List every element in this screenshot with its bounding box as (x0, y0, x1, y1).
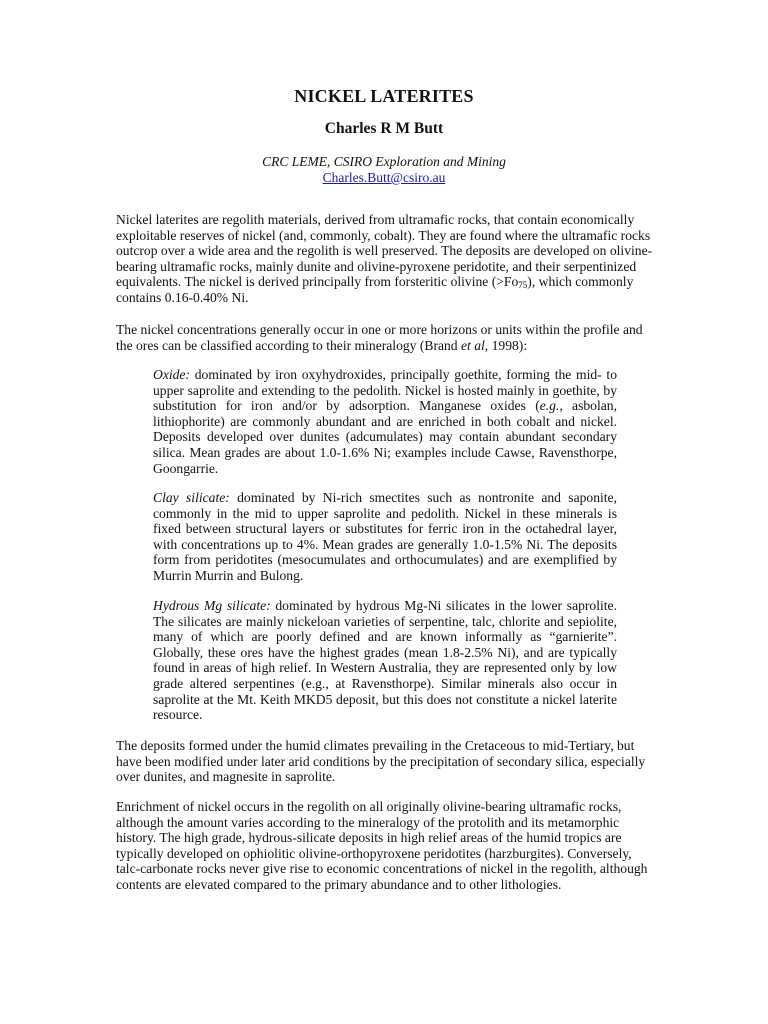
hydrous-label: Hydrous Mg silicate: (153, 598, 271, 613)
clay-label: Clay silicate: (153, 490, 230, 505)
oxide-eg: e.g., (539, 398, 563, 414)
clay-text: dominated by Ni-rich smectites such as nontronite and saponite, commonly in the mid to upper saprolite and pedolith. Nickel in these minerals is fixed between structural layers or substitutes for ferric iron in the octahedral layer, with concentrations up to 4%. Mean grades are generally 1.0-1.5% Ni. The deposits form from peridotites (mesocumulates and orthocumulates) and are exemplified by Murrin Murrin and Bulong. (153, 490, 617, 583)
intro-paragraph (116, 212, 656, 306)
author-name: Charles R M Butt (324, 120, 444, 137)
classification-text-b: 1998): (488, 337, 528, 353)
hydrous-text: dominated by hydrous Mg-Ni silicates in the lower saprolite. The silicates are mainly nickeloan varieties of serpentine, talc, chlorite and sepiolite, many of which are poorly defined and are known informally as “garnierite”. Globally, these ores have the highest grades (mean 1.8-2.5% Ni), and are typically found in areas of high relief. In Western Australia, they are represented only by low grade altered serpentines (e.g., at Ravensthorpe). Similar minerals also occur in saprolite at the Mt. Keith MKD5 deposit, but this does not constitute a nickel laterite resource. (153, 598, 617, 723)
clay-silicate-paragraph (153, 490, 617, 584)
climate-paragraph: The deposits formed under the humid climates prevailing in the Cretaceous to mid-Tertiary, but have been modified under later arid conditions by the precipitation of secondary silica, especially over dunites, and magnesite in saprolite. (116, 738, 646, 785)
email-line (0, 170, 768, 186)
author-email-link[interactable]: Charles.Butt@csiro.au (322, 170, 446, 185)
hydrous-silicate-paragraph (153, 598, 617, 723)
intro-text-a: Nickel laterites are regolith materials, derived from ultramafic rocks, that contain economically exploitable reserves of nickel (and, commonly, cobalt). They are found where the ultramafic rocks outcrop over a wide area and the regolith is well preserved. The deposits are developed on olivine-bearing ultramafic rocks, mainly dunite and olivine-pyroxene peridotite, and their serpentinized equivalents. The nickel is derived principally from forsteritic olivine (>Fo (116, 212, 653, 290)
classification-etal: et al, (461, 337, 489, 353)
classification-text-a: The nickel concentrations generally occur in one or more horizons or units within the profile and the ores can be classified according to their mineralogy (Brand (116, 322, 643, 353)
oxide-paragraph (153, 367, 617, 476)
oxide-text-b: asbolan, lithiophorite) are commonly abundant and are enriched in both cobalt and nickel. Deposits developed over dunites (adcumulates) may contain abundant secondary silica. Mean grades are about 1.0-1.6% Ni; examples include Cawse, Ravensthorpe, Goongarrie. (153, 398, 617, 476)
enrichment-paragraph: Enrichment of nickel occurs in the regolith on all originally olivine-bearing ultramafic rocks, although the amount varies according to the mineralogy of the protolith and its metamorphic history. The high grade, hydrous-silicate deposits in high relief areas of the humid tropics are typically developed on ophiolitic olivine-orthopyroxene peridotites (harzburgites). Conversely, talc-carbonate rocks never give rise to economic concentrations of nickel in the regolith, although contents are elevated compared to the primary abundance and to other lithologies. (116, 799, 648, 892)
oxide-text-a: dominated by iron oxyhydroxides, principally goethite, forming the mid- to upper saprolite and extending to the pedolith. Nickel is hosted mainly in goethite, by substitution for iron and/or by adsorption. Manganese oxides ( (153, 367, 617, 414)
intro-subscript: 75 (518, 280, 528, 291)
intro-text-b: ), which commonly contains 0.16-0.40% Ni. (116, 274, 634, 305)
affiliation: CRC LEME, CSIRO Exploration and Mining (262, 154, 506, 169)
oxide-label: Oxide: (153, 367, 190, 382)
document-title: NICKEL LATERITES (294, 86, 474, 106)
classification-paragraph (116, 322, 656, 353)
